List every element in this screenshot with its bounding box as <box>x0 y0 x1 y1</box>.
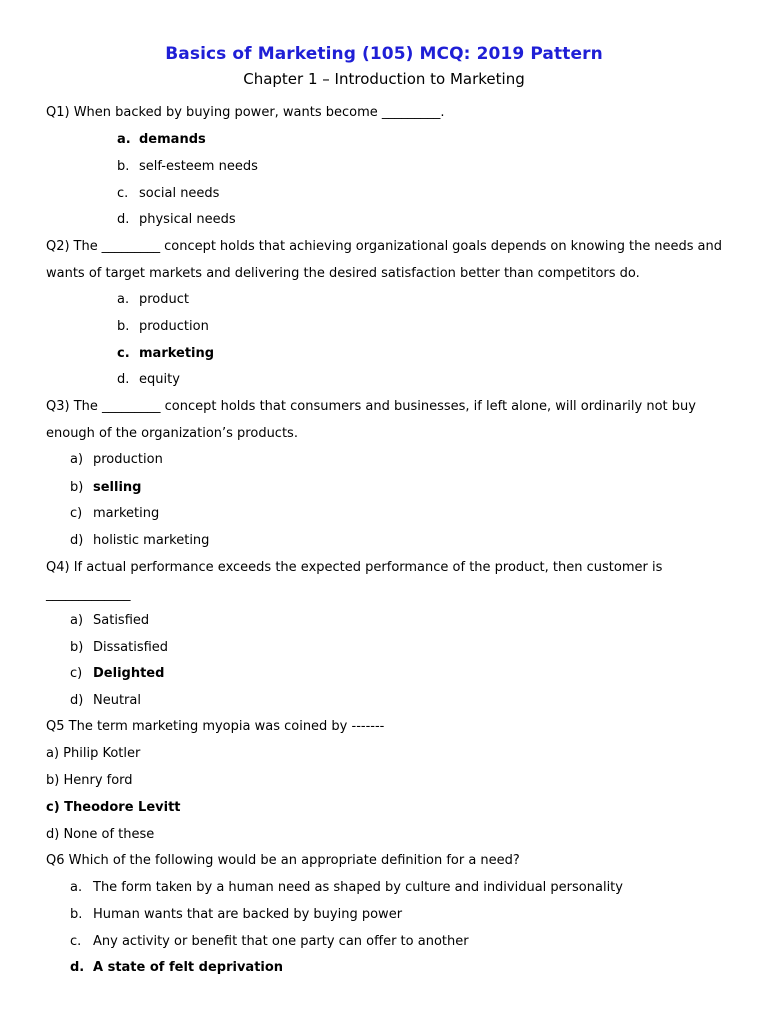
q6-option-b: b. Human wants that are backed by buying power <box>70 907 403 922</box>
question-6: Q6 Which of the following would be an appropriate definition for a need? <box>46 853 520 868</box>
q6-option-a: a. The form taken by a human need as shaped by culture and individual personality <box>70 880 623 895</box>
q2-option-a: a. product <box>117 292 190 307</box>
q5-option-d: d) None of these <box>46 827 155 842</box>
q1-option-b: b. self-esteem needs <box>117 159 258 174</box>
q3-option-d: d) holistic marketing <box>70 533 210 548</box>
question-5: Q5 The term marketing myopia was coined by ------- <box>46 719 385 734</box>
q5-option-a: a) Philip Kotler <box>46 746 141 761</box>
question-2-line-2: wants of target markets and delivering the desired satisfaction better than competitors do. <box>46 266 640 281</box>
q3-option-a: a) production <box>70 452 163 467</box>
chapter-subtitle: Chapter 1 – Introduction to Marketing <box>243 70 525 88</box>
q4-option-b: b) Dissatisfied <box>70 640 169 655</box>
q4-option-c: c) Delighted <box>70 666 165 681</box>
question-4-line-1: Q4) If actual performance exceeds the expected performance of the product, then customer is <box>46 560 663 575</box>
question-3-line-2: enough of the organization’s products. <box>46 426 298 441</box>
q4-option-d: d) Neutral <box>70 693 141 708</box>
q4-option-a: a) Satisfied <box>70 613 150 628</box>
q6-option-c: c. Any activity or benefit that one party can offer to another <box>70 934 469 949</box>
q3-option-c: c) marketing <box>70 506 160 521</box>
q5-option-b: b) Henry ford <box>46 773 133 788</box>
q5-option-c: c) Theodore Levitt <box>46 800 181 815</box>
q1-option-a: a. demands <box>117 132 206 147</box>
q2-option-d: d. equity <box>117 372 180 387</box>
question-3-line-1: Q3) The _________ concept holds that consumers and businesses, if left alone, will ordinarily not buy <box>46 399 696 414</box>
q2-option-c: c. marketing <box>117 346 215 361</box>
q3-option-b: b) selling <box>70 480 142 495</box>
question-2-line-1: Q2) The _________ concept holds that achieving organizational goals depends on knowing the needs and <box>46 239 722 254</box>
document-title: Basics of Marketing (105) MCQ: 2019 Pattern <box>165 44 603 64</box>
q1-option-c: c. social needs <box>117 186 220 201</box>
q2-option-b: b. production <box>117 319 209 334</box>
question-4-line-2: _____________ <box>46 587 131 602</box>
q6-option-d: d. A state of felt deprivation <box>70 960 284 975</box>
q1-option-d: d. physical needs <box>117 212 236 227</box>
question-1: Q1) When backed by buying power, wants become _________. <box>46 105 445 120</box>
